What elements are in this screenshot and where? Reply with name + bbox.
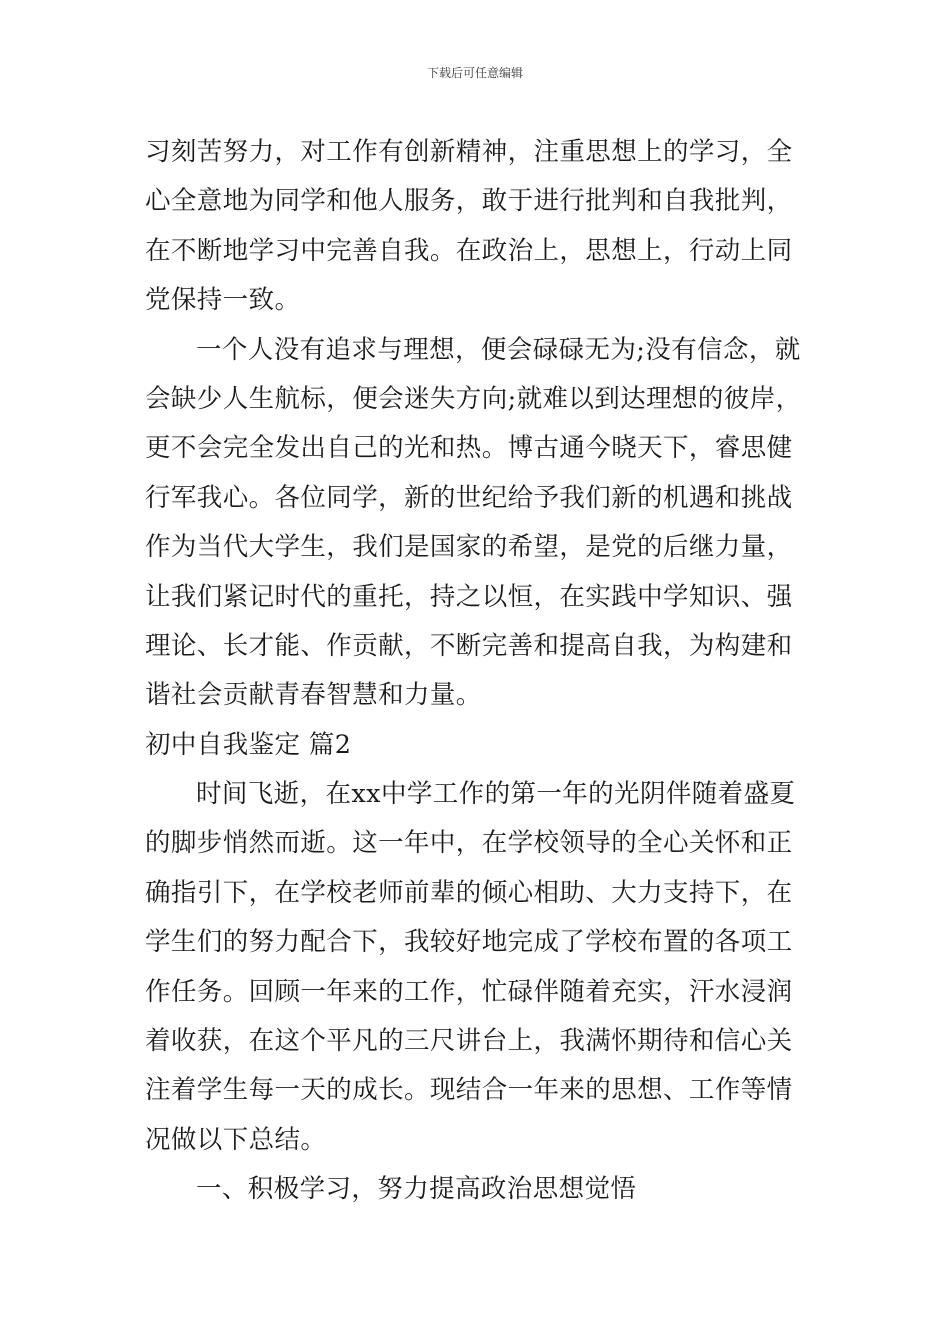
text-line: 更不会完全发出自己的光和热。博古通今晓天下，睿思健 — [145, 433, 793, 464]
text-line: 作为当代大学生，我们是国家的希望，是党的后继力量， — [145, 532, 793, 563]
text-line: 的脚步悄然而逝。这一年中，在学校领导的全心关怀和正 — [145, 828, 793, 859]
text-line: 谐社会贡献青春智慧和力量。 — [145, 680, 482, 711]
text-line: 习刻苦努力，对工作有创新精神，注重思想上的学习，全 — [145, 137, 793, 167]
paragraph-3 — [145, 770, 807, 1165]
text-line: 心全意地为同学和他人服务，敢于进行批判和自我批判， — [145, 186, 793, 217]
text-line: 着收获，在这个平凡的三尺讲台上，我满怀期待和信心关 — [145, 1026, 793, 1057]
text-line: 在不断地学习中完善自我。在政治上，思想上，行动上同 — [145, 235, 793, 266]
page-header: 下载后可任意编辑 — [426, 66, 523, 80]
text-line: 一个人没有追求与理想，便会碌碌无为;没有信念，就 — [196, 334, 801, 365]
text-line: 让我们紧记时代的重托，持之以恒，在实践中学知识、强 — [145, 581, 793, 612]
text-line: 时间飞逝，在xx中学工作的第一年的光阴伴随着盛夏 — [196, 779, 796, 810]
text-line: 注着学生每一天的成长。现结合一年来的思想、工作等情 — [145, 1075, 793, 1106]
paragraph-2 — [145, 326, 807, 721]
text-line: 理论、长才能、作贡献，不断完善和提高自我，为构建和 — [145, 630, 793, 661]
text-line: 况做以下总结。 — [145, 1124, 327, 1155]
text-line: 行军我心。各位同学，新的世纪给予我们新的机遇和挑战 — [145, 482, 793, 513]
paragraph-1 — [145, 128, 807, 326]
text-line: 作任务。回顾一年来的工作，忙碌伴随着充实，汗水浸润 — [145, 976, 793, 1007]
text-line: 学生们的努力配合下，我较好地完成了学校布置的各项工 — [145, 927, 793, 958]
document-body — [145, 128, 807, 1215]
section-title: 初中自我鉴定 篇2 — [145, 729, 352, 760]
text-line: 党保持一致。 — [145, 285, 301, 316]
subheading: 一、积极学习，努力提高政治思想觉悟 — [196, 1174, 637, 1205]
text-line: 确指引下，在学校老师前辈的倾心相助、大力支持下，在 — [145, 877, 793, 908]
text-line: 会缺少人生航标，便会迷失方向;就难以到达理想的彼岸， — [145, 383, 802, 414]
